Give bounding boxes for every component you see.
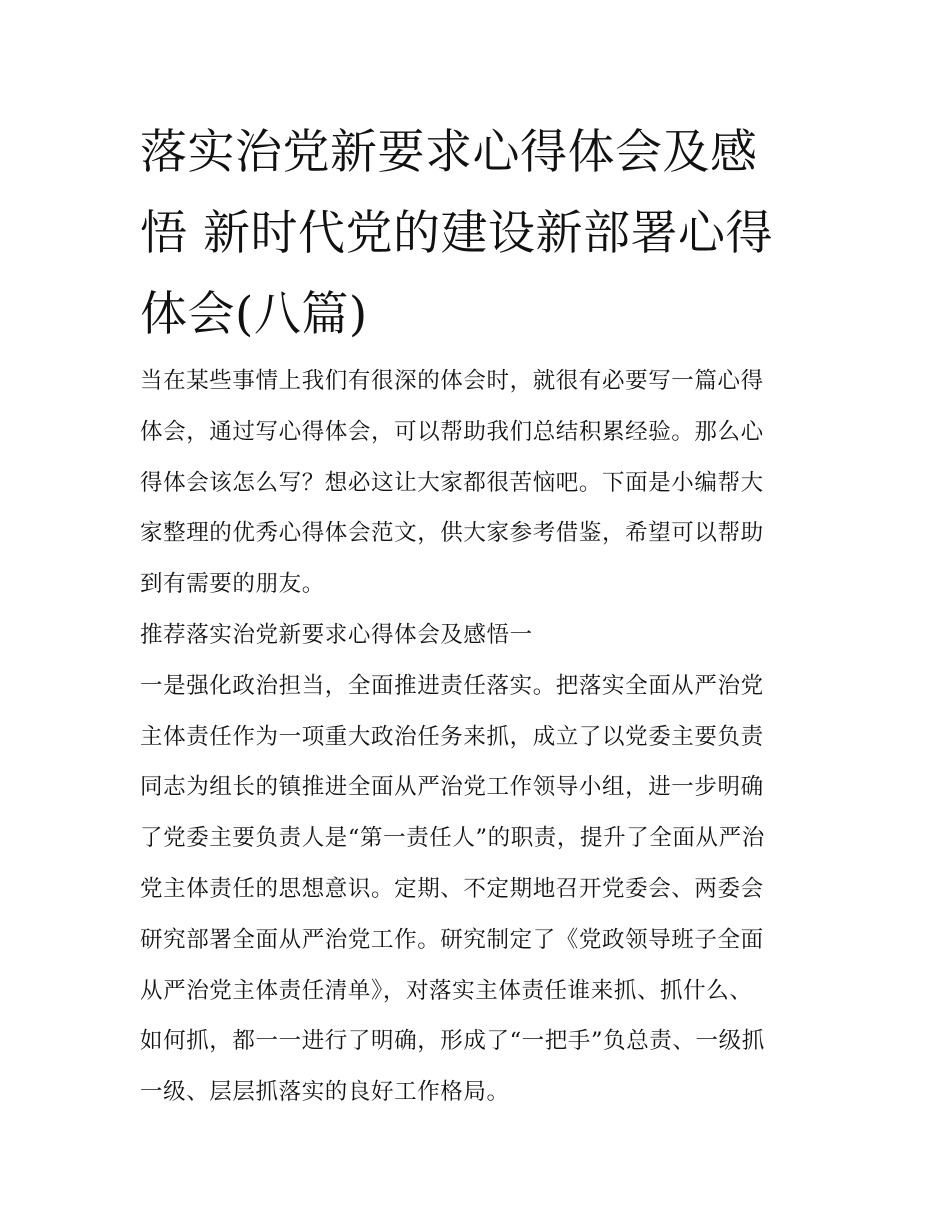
section-line: 一级、层层抓落实的良好工作格局。 xyxy=(140,1079,510,1106)
section-line: 同志为组长的镇推进全面从严治党工作领导小组，进一步明确 xyxy=(140,774,764,801)
document-body xyxy=(140,356,830,1118)
section-heading: 推荐落实治党新要求心得体会及感悟一 xyxy=(140,621,533,648)
section-line: 主体责任作为一项重大政治任务来抓，成立了以党委主要负责 xyxy=(140,723,764,750)
section-line: 研究部署全面从严治党工作。研究制定了《党政领导班子全面 xyxy=(140,926,764,953)
section-line: 了党委主要负责人是“第一责任人”的职责，提升了全面从严治 xyxy=(140,825,765,852)
title-line: 体会(八篇) xyxy=(140,287,368,342)
section-line: 一是强化政治担当，全面推进责任落实。把落实全面从严治党 xyxy=(140,672,764,699)
intro-line: 当在某些事情上我们有很深的体会时，就很有必要写一篇心得 xyxy=(140,368,764,394)
intro-line: 得体会该怎么写？想必这让大家都很苦恼吧。下面是小编帮大 xyxy=(140,469,764,496)
document-title xyxy=(140,112,820,355)
title-line: 悟 新时代党的建设新部署心得 xyxy=(140,206,773,261)
title-line: 落实治党新要求心得体会及感 xyxy=(140,125,758,180)
section-line: 党主体责任的思想意识。定期、不定期地召开党委会、两委会 xyxy=(140,875,764,902)
section-line: 如何抓，都一一进行了明确，形成了“一把手”负总责、一级抓 xyxy=(140,1028,765,1055)
intro-line: 体会，通过写心得体会，可以帮助我们总结积累经验。那么心 xyxy=(140,418,764,445)
section-line: 从严治党主体责任清单》，对落实主体责任谁来抓、抓什么、 xyxy=(140,977,753,1004)
intro-line: 到有需要的朋友。 xyxy=(140,571,325,598)
intro-line: 家整理的优秀心得体会范文，供大家参考借鉴，希望可以帮助 xyxy=(140,520,764,547)
